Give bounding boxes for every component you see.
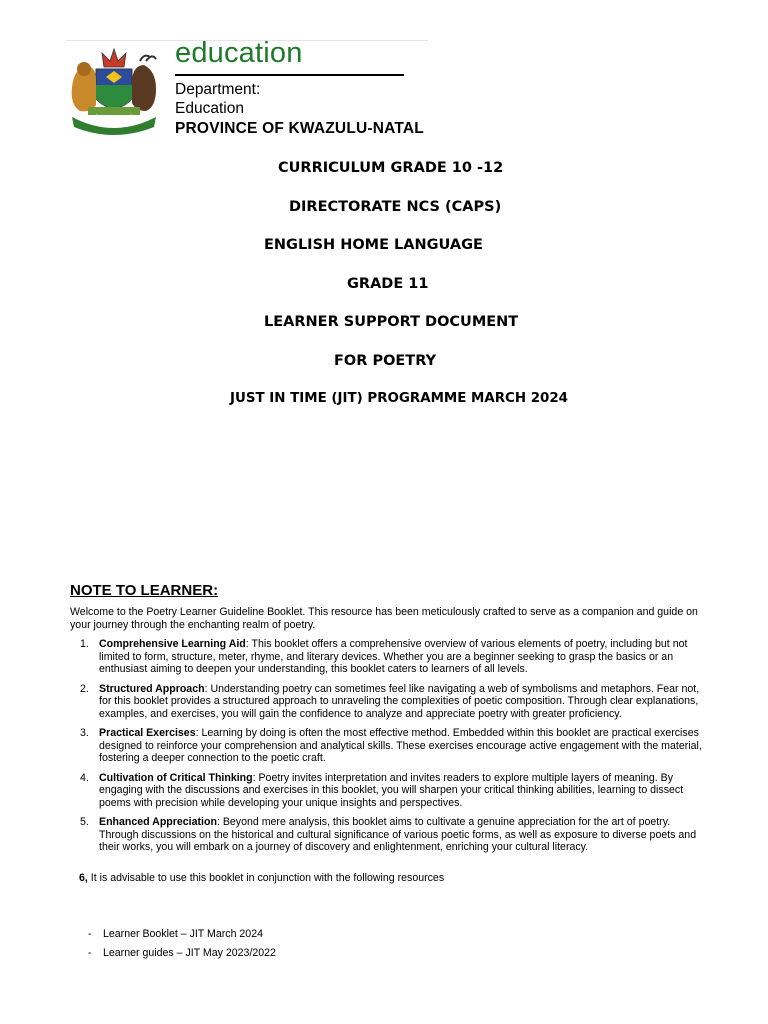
header-banner — [66, 37, 428, 137]
item-term: Cultivation of Critical Thinking — [99, 771, 253, 784]
coat-of-arms-logo — [66, 43, 162, 137]
item-number: 2. — [80, 682, 89, 695]
item-text: : Poetry invites interpretation and invites readers to explore multiple layers of meaning. By engaging with the discussions and exercises in this booklet, you will sharpen your critical thinking abilities, learning to dissect poems with precision while developing your unique insights and perspectives. — [99, 771, 684, 809]
note-items-list — [80, 638, 710, 861]
item-text: It is advisable to use this booklet in conjunction with the following resources — [90, 872, 445, 884]
item-term: Comprehensive Learning Aid — [99, 638, 246, 650]
title-grade: GRADE 11 — [347, 276, 429, 292]
item-number: 5. — [80, 816, 89, 828]
item-text: : Understanding poetry can sometimes feel like navigating a web of symbolisms and metaphors. Fear not, for this booklet provides a structured approach to unraveling the complexities of poetic composition. Through clear explanations, examples, and exercises, you will gain the confidence to analyze and appreciate poetry with greater proficiency. — [99, 682, 700, 720]
item-number: 4. — [80, 771, 89, 784]
province-name: PROVINCE OF KWAZULU-NATAL — [175, 120, 424, 137]
education-logo-word: education — [175, 37, 303, 69]
resource-item — [88, 928, 276, 947]
title-programme: JUST IN TIME (JIT) PROGRAMME MARCH 2024 — [230, 391, 568, 406]
item-text: : Learning by doing is often the most effective method. Embedded within this booklet are practical exercises designed to reinforce your comprehension and analytical skills. These exercises encourage active engagement with the material, fostering a deeper connection to the poetic craft. — [99, 727, 702, 764]
resource-item — [88, 947, 276, 966]
item-number: 3. — [80, 727, 89, 739]
note-intro: Welcome to the Poetry Learner Guideline Booklet. This resource has been meticulously crafted to serve as a companion and guide on your journey through the enchanting realm of poetry. — [70, 606, 698, 631]
list-item — [80, 772, 710, 810]
resources-intro — [79, 872, 444, 884]
item-term: Practical Exercises — [99, 727, 196, 739]
dash-bullet: - — [88, 928, 92, 940]
title-curriculum: CURRICULUM GRADE 10 -12 — [278, 160, 504, 176]
list-item — [80, 816, 710, 854]
logo-divider — [175, 74, 404, 76]
resources-list — [88, 928, 276, 966]
list-item — [80, 727, 710, 765]
item-number: 1. — [80, 638, 89, 650]
title-subject: ENGLISH HOME LANGUAGE — [264, 237, 483, 253]
item-term: Enhanced Appreciation — [99, 816, 217, 828]
note-heading: NOTE TO LEARNER: — [70, 582, 219, 599]
list-item — [80, 638, 710, 676]
title-document-type: LEARNER SUPPORT DOCUMENT — [264, 314, 519, 330]
resource-label: Learner guides – JIT May 2023/2022 — [103, 947, 276, 959]
title-directorate: DIRECTORATE NCS (CAPS) — [289, 199, 502, 215]
department-name: Education — [175, 100, 244, 117]
dash-bullet: - — [88, 947, 92, 959]
item-text: : Beyond mere analysis, this booklet aims to cultivate a genuine appreciation for the art of poetry. Through discussions on the historical and cultural significance of various poetic forms, as well as exposure to diverse poets and their works, you will embark on a journey of discovery and enlightenment, enriching your cultural literacy. — [99, 816, 697, 853]
title-topic: FOR POETRY — [334, 353, 437, 369]
department-label: Department: — [175, 81, 261, 98]
list-item — [80, 683, 710, 721]
item-number: 6, — [79, 872, 88, 884]
item-text: : This booklet offers a comprehensive overview of various elements of poetry, including but not limited to form, structure, meter, rhyme, and literary devices. Whether you are a beginner seeking to grasp the basics or an enthusiast aiming to deepen your understanding, this booklet caters to learners of all levels. — [99, 638, 688, 675]
resource-label: Learner Booklet – JIT March 2024 — [103, 928, 263, 940]
item-term: Structured Approach — [99, 682, 205, 695]
